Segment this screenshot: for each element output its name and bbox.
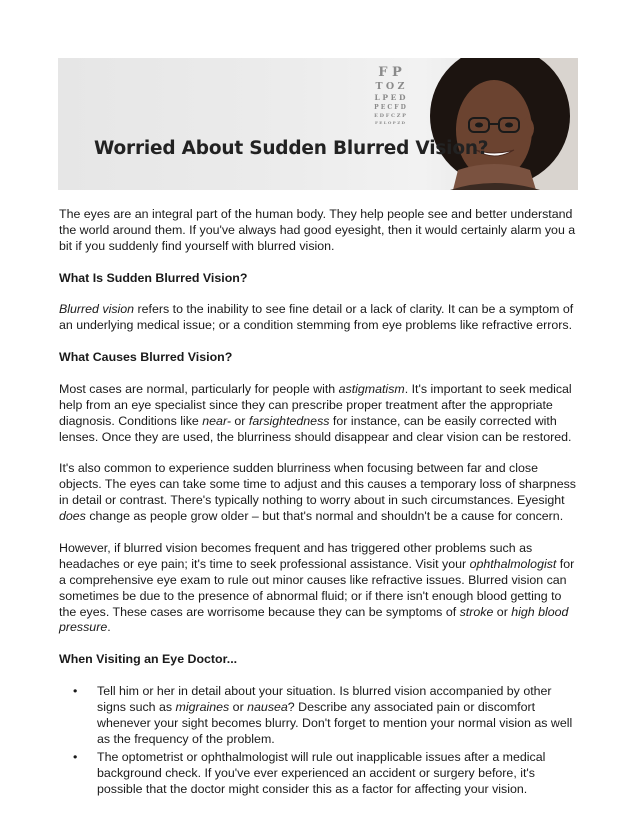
eye-chart-row: E D F C Z P (374, 113, 406, 119)
text-run: refers to the inability to see fine detail or a lack of clarity. It can be a symptom of an underlying medical issue; or a condition stemming from eye problems like refractive errors. (59, 302, 574, 333)
emphasis: stroke (459, 604, 494, 619)
emphasis: astigmatism (338, 381, 405, 396)
emphasis: does (59, 509, 86, 524)
tips-list (59, 684, 581, 797)
emphasis: migraines (175, 699, 230, 714)
article-body (59, 207, 581, 799)
paragraph (59, 382, 581, 446)
emphasis: high blood pressure (59, 604, 569, 635)
emphasis: farsightedness (248, 413, 330, 428)
text-run: Most cases are normal, particularly for people with (59, 381, 339, 396)
paragraph (59, 302, 581, 334)
bullet-icon: • (73, 684, 78, 699)
eye-chart-row: P E C F D (374, 104, 406, 111)
text-run: . (107, 620, 111, 635)
text-run: or (230, 413, 249, 428)
woman-portrait-image (430, 58, 578, 190)
eye-chart-row: T O Z (375, 81, 405, 92)
text-run: ? Describe any associated pain or discomfort whenever your sight becomes blurry. Don't forget to mention your normal vision as well as the frequency of the problem. (97, 699, 573, 746)
emphasis: Blurred vision (59, 302, 135, 317)
section-heading: What Causes Blurred Vision? (59, 350, 233, 365)
eye-chart-row: F E L O P Z D (375, 120, 405, 125)
page-title: Worried About Sudden Blurred Vision? (94, 138, 489, 159)
paragraph (59, 541, 581, 636)
text-run: Tell him or her in detail about your situation. Is blurred vision accompanied by other signs such as (97, 684, 552, 714)
header-banner (58, 58, 578, 190)
text-run: The optometrist or ophthalmologist will rule out inapplicable issues after a medical background check. If you've ever experienced an accident or surgery before, it's possible that the doctor might consider this as a factor for affecting your vision. (97, 749, 546, 796)
eye-chart-row: L P E D (374, 93, 406, 102)
eye-chart (374, 65, 406, 125)
list-item (59, 750, 581, 798)
bullet-icon: • (73, 749, 78, 764)
text-run: for instance, can be easily corrected with lenses. Once they are used, the blurriness should disappear and clear vision can be restored. (59, 413, 572, 444)
section-heading: When Visiting an Eye Doctor... (59, 652, 238, 667)
text-run: It's also common to experience sudden blurriness when focusing between far and close objects. The eyes can take some time to adjust and this causes a temporary loss of sharpness in detail or contrast. There's typically nothing to worry about in such circumstances. Eyesight (59, 461, 577, 508)
emphasis: nausea (247, 699, 288, 714)
text-run: or (493, 604, 512, 619)
text-run: or (229, 699, 248, 714)
text-run: . It's important to seek medical help from an eye specialist since they can prescribe proper treatment after the appropriate diagnosis. Conditions like (59, 381, 572, 428)
emphasis: near- (202, 413, 231, 428)
text-run: change as people grow older – but that's normal and shouldn't be a cause for concern. (85, 509, 564, 524)
list-item (59, 684, 581, 748)
paragraph (59, 461, 581, 525)
text-run: However, if blurred vision becomes frequent and has triggered other problems such as headaches or eye pain; it's time to seek professional assistance. Visit your (59, 540, 533, 571)
text-run: for a comprehensive eye exam to rule out minor causes like refractive issues. Blurred vision can sometimes be due to the presence of abnormal fluid; or if there isn't enough blood getting to the eyes. These cases are worrisome because they can be symptoms of (59, 556, 575, 619)
eye-chart-row: F P (378, 65, 402, 80)
emphasis: ophthalmologist (469, 556, 557, 571)
section-heading: What Is Sudden Blurred Vision? (59, 270, 248, 285)
intro-paragraph: The eyes are an integral part of the human body. They help people see and better understand the world around them. If you've always had good eyesight, then it would certainly alarm you a bit if you suddenly find yourself with blurred vision. (59, 207, 576, 253)
header-photo (58, 58, 578, 190)
